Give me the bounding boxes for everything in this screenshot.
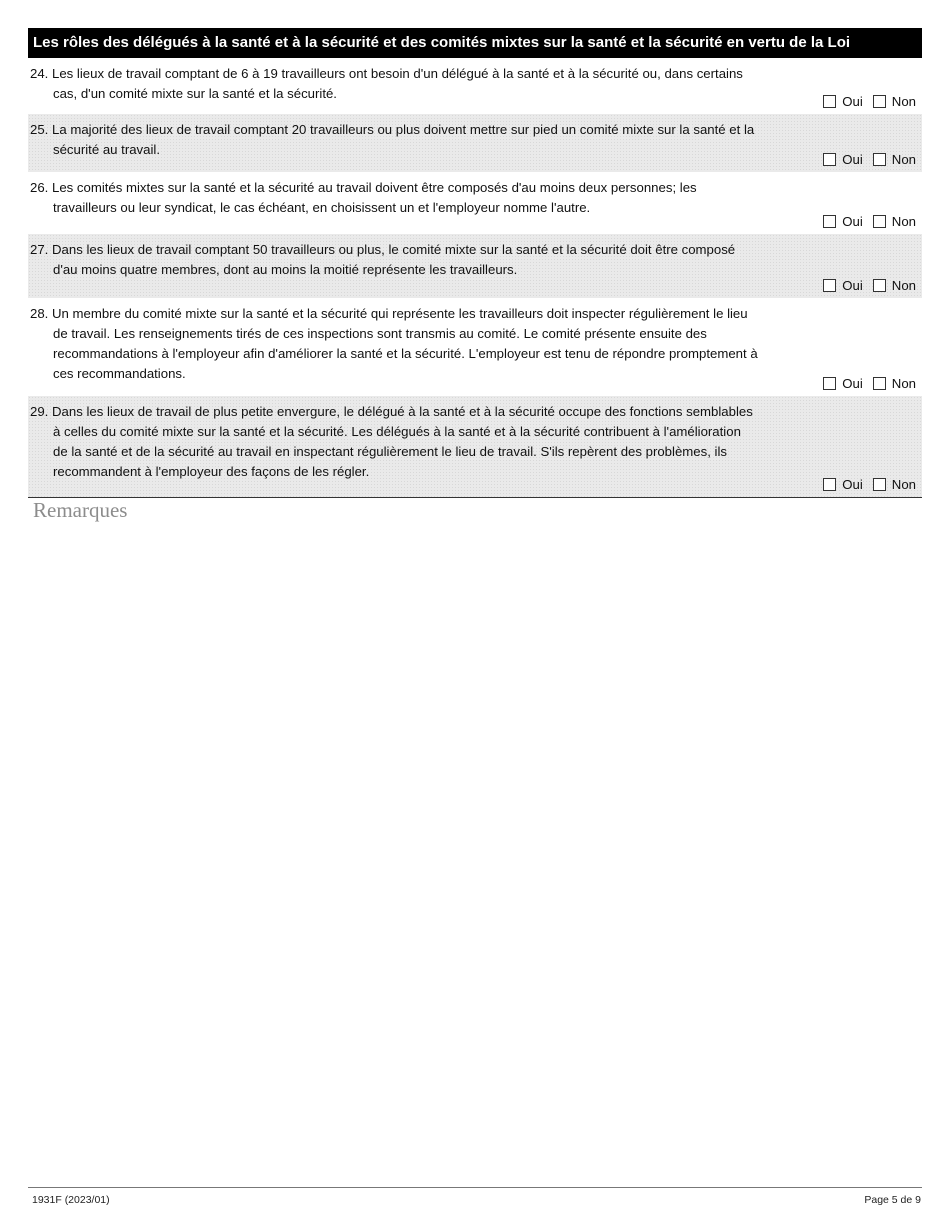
oui-label: Oui [842, 94, 863, 109]
question-28 [28, 298, 922, 396]
q26-oui-checkbox[interactable] [823, 215, 836, 228]
question-line: 28. Un membre du comité mixte sur la santé et la sécurité qui représente les travailleurs doit inspecter régulièrement le lieu [30, 306, 748, 321]
q24-non-checkbox[interactable] [873, 95, 886, 108]
question-line: travailleurs ou leur syndicat, le cas échéant, en choisissent un et l'employeur nomme l'autre. [53, 200, 591, 215]
question-line: recommandent à l'employeur des façons de les régler. [53, 464, 370, 479]
question-27-text [30, 240, 800, 280]
question-line: 24. Les lieux de travail comptant de 6 à 19 travailleurs ont besoin d'un délégué à la santé et à la sécurité ou, dans certains [30, 66, 743, 81]
q24-non-option[interactable] [873, 94, 916, 109]
question-line: de la santé et de la sécurité au travail en inspectant régulièrement le lieu de travail. S'ils repèrent des problèmes, ils [53, 444, 727, 459]
question-line: 25. La majorité des lieux de travail comptant 20 travailleurs ou plus doivent mettre sur pied un comité mixte sur la santé et la [30, 122, 755, 137]
question-28-text [30, 304, 800, 384]
q25-oui-checkbox[interactable] [823, 153, 836, 166]
question-29 [28, 396, 922, 497]
question-line: sécurité au travail. [53, 142, 161, 157]
oui-label: Oui [842, 278, 863, 293]
oui-label: Oui [842, 477, 863, 492]
question-line: recommandations à l'employeur afin d'améliorer la santé et la sécurité. L'employeur est tenu de répondre promptement à [53, 346, 758, 361]
section-bottom-rule [28, 497, 922, 498]
q29-non-checkbox[interactable] [873, 478, 886, 491]
q29-oui-checkbox[interactable] [823, 478, 836, 491]
non-label: Non [891, 278, 916, 293]
non-label: Non [891, 376, 916, 391]
question-24-answers [823, 94, 916, 109]
remarks-label: Remarques [33, 498, 128, 522]
question-line: 29. Dans les lieux de travail de plus petite envergure, le délégué à la santé et à la sécurité occupe des fonctions semblables [30, 404, 753, 419]
q28-non-option[interactable] [873, 376, 916, 391]
section-header: Les rôles des délégués à la santé et à la sécurité et des comités mixtes sur la santé et la sécurité en vertu de la Loi [28, 28, 922, 58]
q28-oui-option[interactable] [823, 376, 863, 391]
non-label: Non [891, 152, 916, 167]
q28-oui-checkbox[interactable] [823, 377, 836, 390]
question-29-text [30, 402, 800, 482]
footer-rule [28, 1187, 922, 1188]
question-line: 27. Dans les lieux de travail comptant 50 travailleurs ou plus, le comité mixte sur la santé et la sécurité doit être composé [30, 242, 736, 257]
question-25-text [30, 120, 800, 160]
q29-oui-option[interactable] [823, 477, 863, 492]
oui-label: Oui [842, 152, 863, 167]
non-label: Non [891, 214, 916, 229]
question-list [28, 58, 922, 497]
question-24-text [30, 64, 800, 104]
page-number: Page 5 de 9 [864, 1194, 921, 1206]
question-line: à celles du comité mixte sur la santé et la sécurité. Les délégués à la santé et à la sécurité contribuent à l'amélioration [53, 424, 741, 439]
question-25-answers [823, 152, 916, 167]
question-line: ces recommandations. [53, 366, 186, 381]
q25-non-checkbox[interactable] [873, 153, 886, 166]
question-27 [28, 234, 922, 298]
q25-non-option[interactable] [873, 152, 916, 167]
question-26 [28, 172, 922, 234]
q29-non-option[interactable] [873, 477, 916, 492]
oui-label: Oui [842, 376, 863, 391]
question-24 [28, 58, 922, 114]
question-25 [28, 114, 922, 172]
non-label: Non [891, 477, 916, 492]
q28-non-checkbox[interactable] [873, 377, 886, 390]
question-line: 26. Les comités mixtes sur la santé et la sécurité au travail doivent être composés d'au moins deux personnes; les [30, 180, 697, 195]
question-line: de travail. Les renseignements tirés de ces inspections sont transmis au comité. Le comité présente ensuite des [53, 326, 707, 341]
oui-label: Oui [842, 214, 863, 229]
q25-oui-option[interactable] [823, 152, 863, 167]
question-26-text [30, 178, 800, 218]
q24-oui-option[interactable] [823, 94, 863, 109]
q26-non-option[interactable] [873, 214, 916, 229]
q27-non-checkbox[interactable] [873, 279, 886, 292]
q26-oui-option[interactable] [823, 214, 863, 229]
q24-oui-checkbox[interactable] [823, 95, 836, 108]
q27-non-option[interactable] [873, 278, 916, 293]
question-27-answers [823, 278, 916, 293]
q26-non-checkbox[interactable] [873, 215, 886, 228]
question-29-answers [823, 477, 916, 492]
question-line: cas, d'un comité mixte sur la santé et la sécurité. [53, 86, 337, 101]
non-label: Non [891, 94, 916, 109]
q27-oui-option[interactable] [823, 278, 863, 293]
q27-oui-checkbox[interactable] [823, 279, 836, 292]
form-number: 1931F (2023/01) [32, 1194, 110, 1206]
question-line: d'au moins quatre membres, dont au moins la moitié représente les travailleurs. [53, 262, 518, 277]
question-26-answers [823, 214, 916, 229]
question-28-answers [823, 376, 916, 391]
